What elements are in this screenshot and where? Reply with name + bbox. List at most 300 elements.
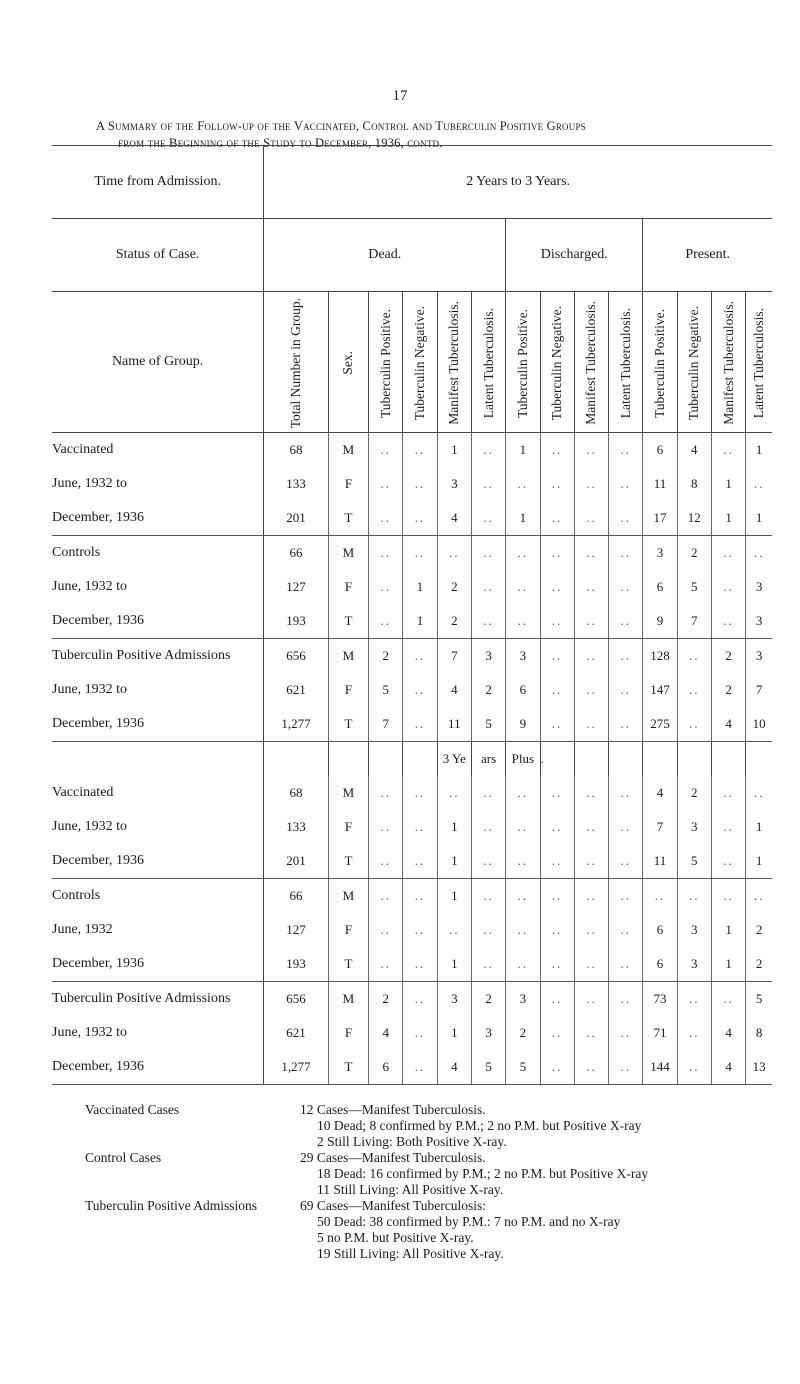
value-cell: .. [711, 570, 745, 604]
value-cell: .. [574, 707, 608, 742]
value-cell: .. [711, 433, 745, 468]
group-name-cell: Controls [52, 545, 101, 561]
group-name-cell: December, 1936 [52, 707, 264, 742]
value-cell: .. [609, 673, 643, 707]
value-cell: 12 [677, 501, 711, 536]
value-cell: .. [574, 810, 608, 844]
sex-cell: F [328, 467, 368, 501]
value-cell: 9 [506, 707, 540, 742]
value-cell: 3 [471, 1016, 505, 1050]
value-cell: 2 [471, 673, 505, 707]
value-cell: 8 [677, 467, 711, 501]
value-cell: 3 [746, 570, 772, 604]
value-cell: .. [609, 1016, 643, 1050]
control-cases-label: Control Cases [85, 1150, 162, 1165]
sex-cell: T [328, 844, 368, 879]
group-name-cell: June, 1932 to [52, 819, 128, 835]
value-cell: .. [471, 433, 505, 468]
value-cell: 1 [746, 810, 772, 844]
value-cell: .. [506, 947, 540, 982]
value-cell: 6 [643, 913, 677, 947]
total-cell: 193 [264, 604, 329, 639]
value-cell: 1 [506, 501, 540, 536]
total-cell: 621 [264, 1016, 329, 1050]
value-cell: .. [540, 879, 574, 914]
value-cell: .. [574, 879, 608, 914]
value-cell: .. [403, 639, 437, 674]
total-cell: 127 [264, 913, 329, 947]
sex-cell: M [328, 982, 368, 1017]
value-cell: .. [711, 776, 745, 810]
value-cell: 11 [437, 707, 471, 742]
value-cell: 9 [643, 604, 677, 639]
group-name-cell: December, 1936 [52, 1050, 264, 1085]
value-cell: .. [369, 501, 403, 536]
value-cell: .. [677, 1016, 711, 1050]
value-cell: .. [574, 501, 608, 536]
value-cell: .. [540, 433, 574, 468]
value-cell: 11 [643, 844, 677, 879]
value-cell: 3 [746, 604, 772, 639]
value-cell: 3 [506, 982, 540, 1017]
sex-cell: T [328, 501, 368, 536]
sex-cell: T [328, 604, 368, 639]
value-cell: 128 [643, 639, 677, 674]
control-note-3: 11 Still Living: All Positive X-ray. [317, 1182, 504, 1197]
value-cell: .. [574, 982, 608, 1017]
table-row [52, 501, 772, 536]
time-period-value: 2 Years to 3 Years. [264, 146, 772, 219]
value-cell: 2 [711, 673, 745, 707]
value-cell: 5 [506, 1050, 540, 1085]
value-cell: .. [711, 536, 745, 571]
dead-manifest-tb-header: Manifest Tuberculosis. [446, 301, 462, 426]
group-name-cell: December, 1936 [52, 947, 264, 982]
value-cell: .. [574, 776, 608, 810]
total-cell: 1,277 [264, 1050, 329, 1085]
value-cell: .. [574, 570, 608, 604]
value-cell: .. [506, 913, 540, 947]
value-cell: .. [746, 467, 772, 501]
value-cell: .. [574, 1050, 608, 1085]
value-cell: 3 [677, 947, 711, 982]
group-name-cell: June, 1932 to [52, 579, 128, 595]
value-cell: .. [609, 1050, 643, 1085]
value-cell: 2 [369, 982, 403, 1017]
present-tuberculin-negative-header: Tuberculin Negative. [686, 306, 702, 421]
value-cell: 4 [369, 1016, 403, 1050]
summary-table [52, 145, 772, 1085]
value-cell: 4 [677, 433, 711, 468]
value-cell: 5 [746, 982, 772, 1017]
value-cell: .. [403, 776, 437, 810]
table-row [52, 879, 772, 914]
total-cell: 1,277 [264, 707, 329, 742]
value-cell: 2 [677, 776, 711, 810]
value-cell: .. [369, 433, 403, 468]
value-cell: .. [369, 844, 403, 879]
value-cell: 73 [643, 982, 677, 1017]
value-cell: .. [609, 844, 643, 879]
value-cell: .. [369, 879, 403, 914]
group-name-cell: December, 1936 [52, 844, 264, 879]
value-cell: .. [609, 570, 643, 604]
value-cell: .. [471, 913, 505, 947]
value-cell: 3 [643, 536, 677, 571]
total-cell: 68 [264, 433, 329, 468]
total-cell: 621 [264, 673, 329, 707]
value-cell: .. [369, 570, 403, 604]
value-cell: 2 [471, 982, 505, 1017]
value-cell: 4 [437, 673, 471, 707]
value-cell: 3 [437, 467, 471, 501]
value-cell: .. [369, 604, 403, 639]
total-cell: 66 [264, 879, 329, 914]
value-cell: .. [540, 1050, 574, 1085]
group-name-cell: June, 1932 [52, 922, 113, 938]
value-cell: 2 [369, 639, 403, 674]
table-row [52, 947, 772, 982]
value-cell: .. [540, 467, 574, 501]
value-cell: 5 [677, 844, 711, 879]
table-body-years-2-3 [52, 433, 772, 742]
sex-cell: T [328, 1050, 368, 1085]
sex-cell: M [328, 536, 368, 571]
value-cell: .. [471, 501, 505, 536]
value-cell: .. [471, 467, 505, 501]
value-cell: .. [540, 604, 574, 639]
value-cell: .. [471, 570, 505, 604]
value-cell: 4 [711, 1050, 745, 1085]
value-cell: .. [506, 879, 540, 914]
value-cell: 7 [369, 707, 403, 742]
value-cell: .. [609, 536, 643, 571]
value-cell: 3 [746, 639, 772, 674]
span-label-a: 3 Ye [437, 742, 471, 777]
value-cell: .. [609, 982, 643, 1017]
dead-header: Dead. [264, 219, 506, 292]
value-cell: 5 [369, 673, 403, 707]
time-from-admission-label: Time from Admission. [52, 146, 264, 219]
group-name-cell: Controls [52, 888, 101, 904]
discharged-latent-tb-header: Latent Tuberculosis. [617, 308, 633, 419]
value-cell: 4 [437, 1050, 471, 1085]
total-cell: 193 [264, 947, 329, 982]
value-cell: .. [540, 673, 574, 707]
value-cell: .. [506, 467, 540, 501]
value-cell: 2 [677, 536, 711, 571]
value-cell: .. [609, 947, 643, 982]
total-cell: 201 [264, 501, 329, 536]
table-row [52, 467, 772, 501]
value-cell: 2 [746, 913, 772, 947]
value-cell: 6 [506, 673, 540, 707]
value-cell: .. [540, 570, 574, 604]
value-cell: .. [609, 707, 643, 742]
value-cell: 1 [746, 844, 772, 879]
group-name-cell: December, 1936 [52, 501, 264, 536]
tp-note-3: 5 no P.M. but Positive X-ray. [317, 1230, 474, 1245]
table-row [52, 913, 772, 947]
sex-cell: M [328, 879, 368, 914]
span-label-b: ars [471, 742, 505, 777]
group-name-cell: Vaccinated [52, 785, 114, 801]
name-of-group-header: Name of Group. [52, 292, 264, 433]
value-cell: .. [471, 776, 505, 810]
value-cell: .. [403, 844, 437, 879]
tp-note-1: 69 Cases—Manifest Tuberculosis: [300, 1198, 487, 1213]
value-cell: 1 [711, 913, 745, 947]
value-cell: .. [609, 776, 643, 810]
value-cell: .. [677, 707, 711, 742]
present-manifest-tb-header: Manifest Tuberculosis. [720, 301, 736, 426]
value-cell: 1 [403, 604, 437, 639]
value-cell: .. [609, 433, 643, 468]
title-line-2-text: from the Beginning of the Study to December, 1936, contd. [118, 136, 443, 150]
total-cell: 66 [264, 536, 329, 571]
group-name-cell: Vaccinated [52, 442, 114, 458]
value-cell: .. [540, 913, 574, 947]
status-of-case-label: Status of Case. [52, 219, 264, 292]
tp-note-2: 50 Dead: 38 confirmed by P.M.: 7 no P.M. and no X-ray [317, 1214, 621, 1229]
total-number-header: Total Number in Group. [288, 298, 304, 429]
value-cell: .. [403, 810, 437, 844]
value-cell: 2 [437, 604, 471, 639]
value-cell: 71 [643, 1016, 677, 1050]
value-cell: 10 [746, 707, 772, 742]
value-cell: 7 [677, 604, 711, 639]
value-cell: 1 [506, 433, 540, 468]
value-cell: .. [609, 604, 643, 639]
value-cell: .. [609, 879, 643, 914]
table-row [52, 604, 772, 639]
present-latent-tb-header: Latent Tuberculosis. [751, 308, 767, 419]
value-cell: .. [711, 982, 745, 1017]
value-cell: 1 [746, 501, 772, 536]
value-cell: 1 [711, 947, 745, 982]
dead-latent-tb-header: Latent Tuberculosis. [480, 308, 496, 419]
sex-cell: F [328, 913, 368, 947]
value-cell: 2 [437, 570, 471, 604]
value-cell: 4 [711, 1016, 745, 1050]
value-cell: 147 [643, 673, 677, 707]
value-cell: 1 [437, 879, 471, 914]
value-cell: 8 [746, 1016, 772, 1050]
value-cell: .. [609, 810, 643, 844]
discharged-manifest-tb-header: Manifest Tuberculosis. [583, 301, 599, 426]
value-cell: .. [506, 570, 540, 604]
value-cell: 1 [437, 1016, 471, 1050]
value-cell: .. [369, 913, 403, 947]
table-row [52, 844, 772, 879]
value-cell: 275 [643, 707, 677, 742]
value-cell: .. [574, 433, 608, 468]
table-row [52, 1016, 772, 1050]
sex-cell: T [328, 707, 368, 742]
value-cell: .. [574, 536, 608, 571]
group-name-cell: June, 1932 to [52, 476, 128, 492]
value-cell: .. [471, 536, 505, 571]
total-cell: 201 [264, 844, 329, 879]
value-cell: .. [540, 844, 574, 879]
value-cell: .. [403, 467, 437, 501]
value-cell: .. [540, 501, 574, 536]
table-row [52, 1050, 772, 1085]
dead-tuberculin-positive-header: Tuberculin Positive. [377, 308, 393, 418]
value-cell: 1 [437, 947, 471, 982]
sex-cell: F [328, 1016, 368, 1050]
control-note-1: 29 Cases—Manifest Tuberculosis. [300, 1150, 486, 1165]
value-cell: .. [403, 433, 437, 468]
value-cell: 2 [506, 1016, 540, 1050]
value-cell: .. [574, 913, 608, 947]
group-name-cell: June, 1932 to [52, 1025, 128, 1041]
value-cell: .. [609, 639, 643, 674]
sex-header: Sex. [340, 351, 356, 375]
total-cell: 656 [264, 982, 329, 1017]
group-name-cell: June, 1932 to [52, 682, 128, 698]
value-cell: 3 [506, 639, 540, 674]
value-cell: .. [643, 879, 677, 914]
value-cell: 5 [471, 707, 505, 742]
value-cell: .. [746, 536, 772, 571]
value-cell: .. [677, 879, 711, 914]
value-cell: 4 [437, 501, 471, 536]
value-cell: .. [677, 1050, 711, 1085]
value-cell: 1 [746, 433, 772, 468]
value-cell: .. [369, 467, 403, 501]
value-cell: 1 [711, 501, 745, 536]
value-cell: 13 [746, 1050, 772, 1085]
value-cell: .. [609, 913, 643, 947]
sex-cell: T [328, 947, 368, 982]
vaccinated-note-2: 10 Dead; 8 confirmed by P.M.; 2 no P.M. but Positive X-ray [317, 1118, 642, 1133]
span-label-c: Plus [506, 742, 540, 777]
three-years-plus-row [52, 742, 772, 777]
value-cell: 3 [677, 913, 711, 947]
value-cell: 3 [677, 810, 711, 844]
sex-cell: M [328, 433, 368, 468]
value-cell: .. [711, 810, 745, 844]
group-name-cell: Tuberculin Positive Admissions [52, 991, 231, 1007]
table-row [52, 776, 772, 810]
tp-note-4: 19 Still Living: All Positive X-ray. [317, 1246, 504, 1261]
table-row [52, 707, 772, 742]
vaccinated-cases-label: Vaccinated Cases [85, 1102, 180, 1117]
value-cell: 4 [643, 776, 677, 810]
value-cell: .. [403, 982, 437, 1017]
span-label-d: . [540, 742, 574, 777]
value-cell: 3 [471, 639, 505, 674]
value-cell: 6 [643, 433, 677, 468]
sex-cell: F [328, 570, 368, 604]
value-cell: 11 [643, 467, 677, 501]
value-cell: .. [471, 810, 505, 844]
value-cell: .. [403, 879, 437, 914]
total-cell: 133 [264, 810, 329, 844]
value-cell: .. [403, 501, 437, 536]
value-cell: 1 [437, 844, 471, 879]
value-cell: .. [471, 947, 505, 982]
page-number: 17 [392, 88, 408, 104]
value-cell: 7 [437, 639, 471, 674]
total-cell: 68 [264, 776, 329, 810]
present-tuberculin-positive-header: Tuberculin Positive. [652, 308, 667, 418]
total-cell: 127 [264, 570, 329, 604]
value-cell: .. [506, 536, 540, 571]
discharged-tuberculin-positive-header: Tuberculin Positive. [514, 308, 530, 418]
value-cell: .. [574, 467, 608, 501]
value-cell: .. [471, 604, 505, 639]
table-row [52, 982, 772, 1017]
value-cell: .. [711, 879, 745, 914]
vaccinated-note-1: 12 Cases—Manifest Tuberculosis. [300, 1102, 486, 1117]
present-header: Present. [643, 219, 772, 292]
value-cell: .. [540, 536, 574, 571]
sex-cell: M [328, 639, 368, 674]
value-cell: 1 [437, 433, 471, 468]
value-cell: .. [540, 707, 574, 742]
value-cell: .. [403, 913, 437, 947]
value-cell: 6 [643, 947, 677, 982]
value-cell: .. [609, 501, 643, 536]
value-cell: .. [711, 604, 745, 639]
sex-cell: M [328, 776, 368, 810]
value-cell: .. [471, 879, 505, 914]
discharged-header: Discharged. [506, 219, 643, 292]
value-cell: 1 [437, 810, 471, 844]
value-cell: 144 [643, 1050, 677, 1085]
table-row [52, 673, 772, 707]
value-cell: .. [369, 947, 403, 982]
value-cell: 17 [643, 501, 677, 536]
value-cell: .. [540, 639, 574, 674]
value-cell: .. [403, 673, 437, 707]
value-cell: 7 [746, 673, 772, 707]
value-cell: 2 [746, 947, 772, 982]
value-cell: .. [506, 776, 540, 810]
group-name-cell: Tuberculin Positive Admissions [52, 648, 231, 664]
value-cell: 1 [711, 467, 745, 501]
value-cell: .. [574, 639, 608, 674]
value-cell: .. [574, 844, 608, 879]
table-body-years-3-plus [52, 776, 772, 1085]
title-line-1: A Summary of the Follow-up of the Vaccinated, Control and Tuberculin Positive Groups [96, 119, 586, 133]
value-cell: .. [540, 947, 574, 982]
value-cell: .. [369, 810, 403, 844]
table-row [52, 810, 772, 844]
value-cell: .. [540, 1016, 574, 1050]
value-cell: 6 [643, 570, 677, 604]
value-cell: .. [540, 810, 574, 844]
value-cell: 4 [711, 707, 745, 742]
value-cell: 7 [643, 810, 677, 844]
value-cell: .. [677, 639, 711, 674]
value-cell: .. [574, 604, 608, 639]
value-cell: 6 [369, 1050, 403, 1085]
value-cell: .. [437, 776, 471, 810]
value-cell: .. [540, 982, 574, 1017]
control-note-2: 18 Dead: 16 confirmed by P.M.; 2 no P.M. but Positive X-ray [317, 1166, 649, 1181]
group-name-cell: December, 1936 [52, 604, 264, 639]
value-cell: .. [471, 844, 505, 879]
value-cell: .. [746, 879, 772, 914]
value-cell: .. [403, 536, 437, 571]
value-cell: .. [403, 947, 437, 982]
value-cell: .. [711, 844, 745, 879]
value-cell: .. [574, 947, 608, 982]
value-cell: .. [574, 1016, 608, 1050]
